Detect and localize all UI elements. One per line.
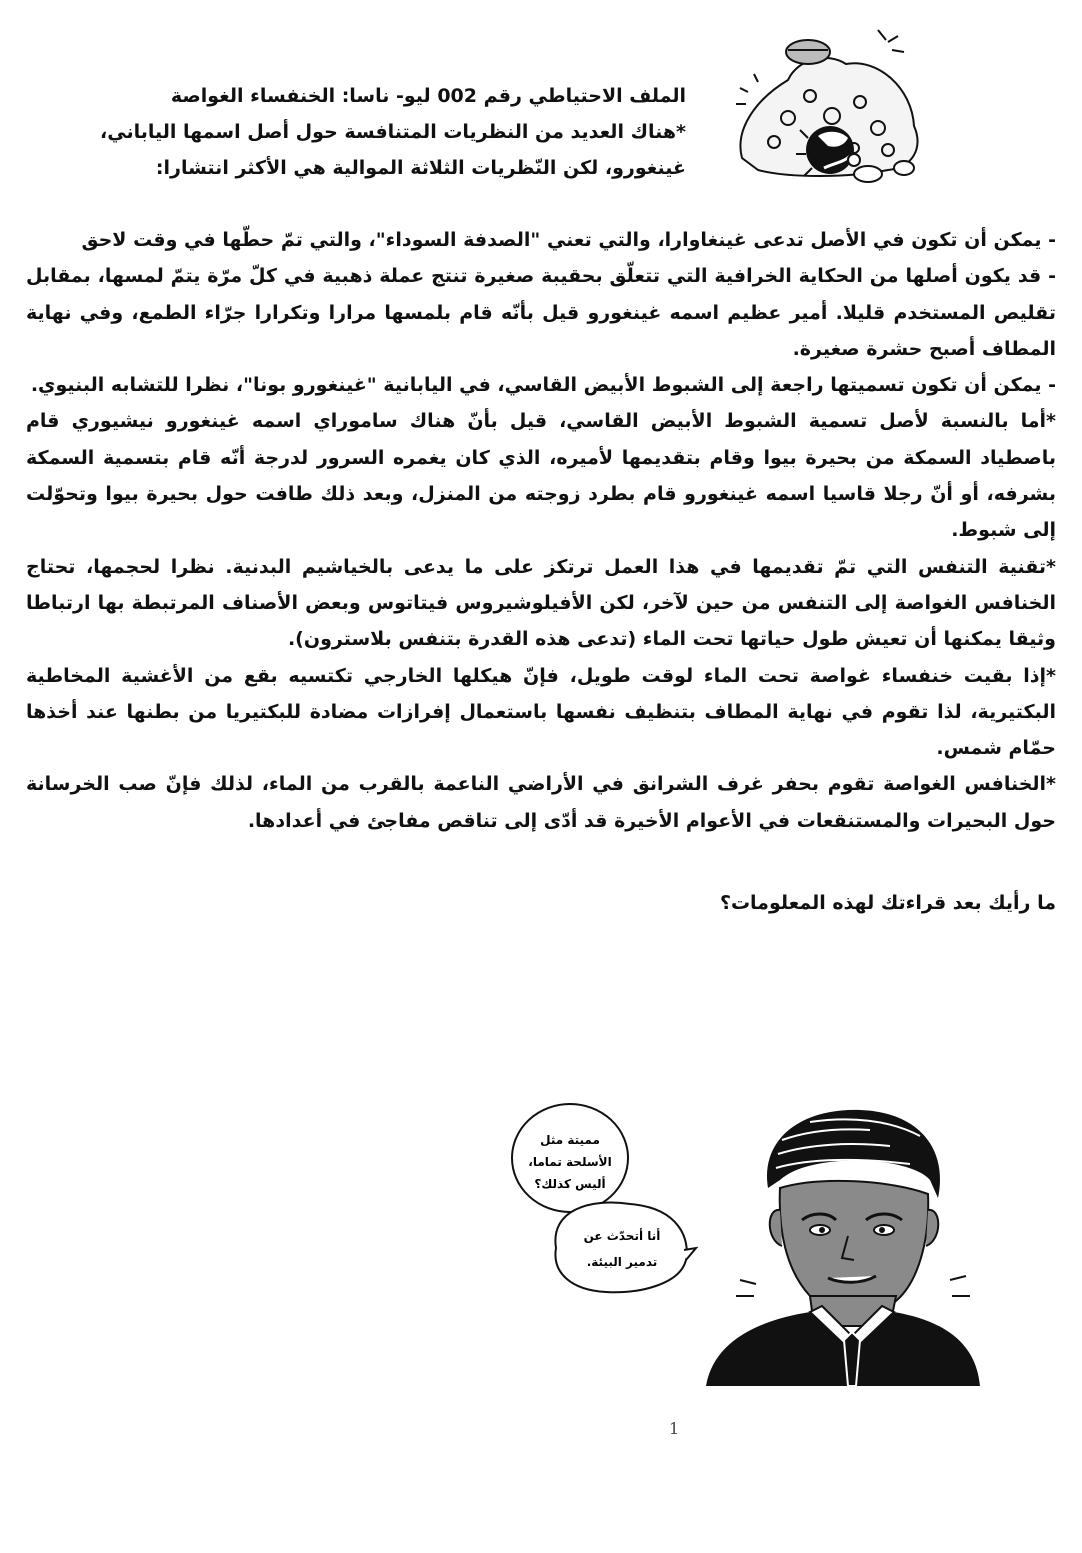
paragraph-habitat: *الخنافس الغواصة تقوم بحفر غرف الشرانق في الأراضي الناعمة بالقرب من الماء، لذلك فإنّ صب الخرسانة حول البحيرات والمستنقعات في الأعوام الأخيرة قد أدّى إلى تناقص مفاجئ في أعدادها.	[26, 773, 1056, 832]
body-text	[26, 222, 1056, 839]
header-intro-line-1: *هناك العديد من النظريات المتنافسة حول أصل اسمها الياباني،	[100, 121, 686, 143]
paragraph-breathing: *تقنية التنفس التي تمّ تقديمها في هذا العمل ترتكز على ما يدعى بالخياشيم البدنية. نظرا لحجمها، تحتاج الخنافس الغواصة إلى التنفس من حين لآخر، لكن الأفيلوشيروس فيتاتوس وبعض الأصناف المرتبطة بها ارتباطا وثيقا يمكنها أن تعيش طول حياتها تحت الماء (تدعى هذه القدرة بتنفس بلاسترون).	[26, 555, 1056, 651]
character-illustration	[706, 1110, 980, 1386]
paragraph-theory-2: - قد يكون أصلها من الحكاية الخرافية التي تتعلّق بحقيبة صغيرة تنتج عملة ذهبية في كلّ مرّة يتمّ لمسها، بمقابل تقليص المستخدم قليلا. أمير عظيم اسمه غينغورو قيل بأنّه قام بلمسها مرارا وتكرارا جرّاء الطمع، وفي نهاية المطاف أصبح حشرة صغيرة.	[26, 265, 1056, 360]
bubble-1-line-1: مميتة مثل	[540, 1133, 600, 1147]
reader-question: ما رأيك بعد قراءتك لهذه المعلومات؟	[719, 892, 1056, 914]
header-intro-line-2: غينغورو، لكن النّظريات الثلاثة الموالية هي الأكثر انتشارا:	[155, 157, 686, 179]
header	[100, 78, 686, 186]
comic-panel	[510, 1100, 982, 1386]
bubble-1-line-2: الأسلحة تماما،	[528, 1155, 612, 1169]
speech-bubble-1	[512, 1104, 628, 1212]
paragraph-theory-1: - يمكن أن تكون في الأصل تدعى غينغاوارا، والتي تعني "الصدفة السوداء"، والتي تمّ حطّها في وقت لاحق	[81, 229, 1056, 251]
treasure-beetle-illustration	[728, 18, 928, 188]
bubble-2-line-2: تدمير البيئة.	[586, 1255, 658, 1269]
page-number: 1	[669, 1419, 680, 1438]
paragraph-sunbath: *إذا بقيت خنفساء غواصة تحت الماء لوقت طويل، فإنّ هيكلها الخارجي تكتسيه بقع من الأغشية المخاطية البكتيرية، لذا تقوم في نهاية المطاف بتنظيف نفسها باستعمال إفرازات مضادة للبكتيريا من بطنها عند أخذها حمّام شمس.	[26, 664, 1056, 760]
speech-bubble-2	[555, 1203, 696, 1293]
header-title: الملف الاحتياطي رقم 002 ليو- ناسا: الخنفساء الغواصة	[170, 85, 686, 107]
bubble-2-line-1: أنا أتحدّث عن	[583, 1229, 661, 1243]
paragraph-carp-origin: *أما بالنسبة لأصل تسمية الشبوط الأبيض القاسي، قيل بأنّ هناك ساموراي اسمه غينغورو نيشيوري قام باصطياد السمكة من بحيرة بيوا وقام بتقديمها لأميره، الذي كان يغمره السرور لدرجة أنّه قام بتسمية السمكة بشرفه، أو أنّ رجلا قاسيا اسمه غينغورو قام بطرد زوجته من المنزل، وبعد ذلك طافت حول بحيرة بيوا وتحوّلت إلى شبوط.	[26, 410, 1056, 542]
paragraph-theory-3: - يمكن أن تكون تسميتها راجعة إلى الشبوط الأبيض القاسي، في اليابانية "غينغورو بونا"، نظرا للتشابه البنيوي.	[30, 374, 1056, 397]
bubble-1-line-3: أليس كذلك؟	[534, 1177, 606, 1191]
